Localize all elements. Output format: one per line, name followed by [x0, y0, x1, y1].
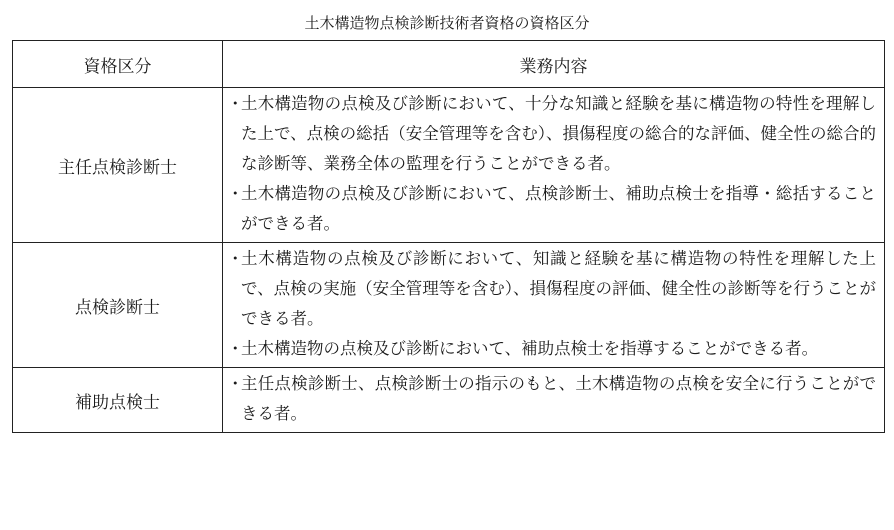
qualification-table	[12, 40, 885, 433]
bullet-mark: ・	[227, 339, 244, 358]
category-inspector: 点検診断士	[13, 243, 223, 368]
duties-cell	[223, 88, 885, 243]
bullet-mark: ・	[227, 249, 244, 268]
duties-cell	[223, 368, 885, 433]
duty-text: 土木構造物の点検及び診断において、十分な知識と経験を基に構造物の特性を理解した上で、点検の総括（安全管理等を含む）、損傷程度の総合的な評価、健全性の総合的な診断等、業務全体の監理を行うことができる者。	[241, 94, 876, 173]
list-item	[227, 244, 876, 334]
bullet-mark: ・	[227, 374, 244, 393]
header-category: 資格区分	[13, 41, 223, 88]
list-item	[227, 179, 876, 239]
list-item	[227, 334, 876, 364]
table-row	[13, 243, 885, 368]
header-duties: 業務内容	[223, 41, 885, 88]
table-row	[13, 368, 885, 433]
duties-cell	[223, 243, 885, 368]
duty-text: 土木構造物の点検及び診断において、知識と経験を基に構造物の特性を理解した上で、点検の実施（安全管理等を含む）、損傷程度の評価、健全性の診断等を行うことができる者。	[241, 249, 876, 328]
duty-text: 主任点検診断士、点検診断士の指示のもと、土木構造物の点検を安全に行うことができる者。	[241, 374, 876, 423]
bullet-mark: ・	[227, 94, 244, 113]
duty-text: 土木構造物の点検及び診断において、点検診断士、補助点検士を指導・総括することができる者。	[241, 184, 876, 233]
header-row	[13, 41, 885, 88]
list-item	[227, 369, 876, 429]
bullet-mark: ・	[227, 184, 244, 203]
duty-text: 土木構造物の点検及び診断において、補助点検士を指導することができる者。	[241, 339, 819, 358]
category-assistant-inspector: 補助点検士	[13, 368, 223, 433]
list-item	[227, 89, 876, 179]
table-row	[13, 88, 885, 243]
category-chief-inspector: 主任点検診断士	[13, 88, 223, 243]
table-title: 土木構造物点検診断技術者資格の資格区分	[304, 14, 590, 32]
